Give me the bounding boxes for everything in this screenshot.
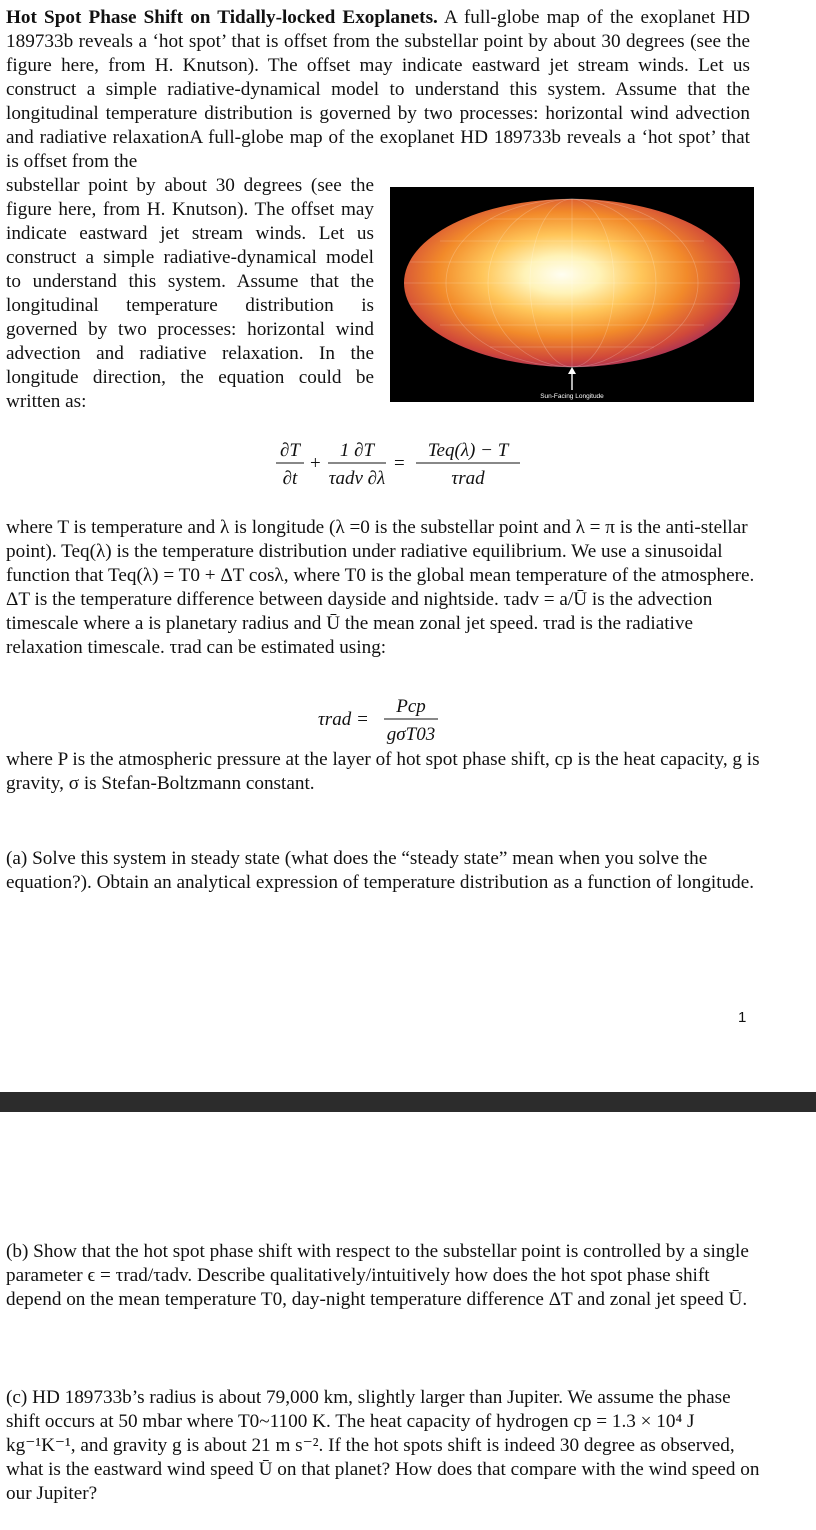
- sun-facing-longitude-label: Sun-Facing Longitude: [540, 393, 604, 400]
- eq1-rhs-denominator: τrad: [451, 468, 485, 489]
- eq2-denominator: gσT03: [386, 724, 436, 745]
- intro-paragraph-continued: substellar point by about 30 degrees (see the figure here, from H. Knutson). The offset may indicate eastward jet stream winds. Let us construct a simple radiative-dynamical model to understand this system. Assume that the longitudinal temperature distribution is governed by two processes: horizontal wind advection and radiative relaxation. In the longitude direction, the equation could be written as:: [6, 175, 374, 412]
- part-c-question: (c) HD 189733b’s radius is about 79,000 km, slightly larger than Jupiter. We assume the phase shift occurs at 50 mbar where T0~1100 K. The heat capacity of hydrogen cp = 1.3 × 10⁴ J kg⁻¹K⁻¹, and gravity g is about 21 m s⁻². If the hot spots shift is indeed 30 degree as observed, what is the eastward wind speed Ū on that planet? How does that compare with the wind speed on our Jupiter?: [6, 1387, 760, 1504]
- eq2-lhs: τrad =: [318, 709, 369, 730]
- intro-text-a: A full-globe map of the exoplanet HD 189733b reveals a ‘hot spot’ that is offset from the substellar point by about 30 degrees (see the figure here, from H. Knutson). The offset may indicate eastward jet stream winds. Let us construct a simple radiative-dynamical model to understand this system. Assume that the longitudinal temperature distribution is governed by two processes: horizontal wind advection and radiative relaxationA full-globe map of the exoplanet HD 189733b reveals a ‘hot spot’ that is offset from the: [6, 7, 750, 172]
- advection-relaxation-equation: [270, 436, 530, 492]
- hot-spot-map-figure: [390, 187, 754, 402]
- eq1-equals: =: [394, 453, 405, 474]
- part-a-question: (a) Solve this system in steady state (what does the “steady state” mean when you solve the equation?). Obtain an analytical expression of temperature distribution as a function of longitude.: [6, 848, 755, 893]
- page-number: 1: [738, 1009, 747, 1026]
- constants-paragraph: where P is the atmospheric pressure at the layer of hot spot phase shift, cp is the heat capacity, g is gravity, σ is Stefan-Boltzmann constant.: [6, 749, 760, 794]
- part-b-question: (b) Show that the hot spot phase shift with respect to the substellar point is controlled by a single parameter ϵ = τrad/τadv. Describe qualitatively/intuitively how does the hot spot phase shift depend on the mean temperature T0, day-night temperature difference ΔT and zonal jet speed Ū.: [6, 1241, 749, 1310]
- page-break-divider: [0, 1092, 816, 1112]
- eq1-plus: +: [310, 453, 321, 474]
- eq1-term1-denominator: ∂t: [282, 468, 298, 489]
- eq1-term2-denominator: τadv ∂λ: [328, 468, 386, 489]
- hot-spot-map: [390, 187, 754, 402]
- radiative-timescale-equation: [318, 692, 448, 748]
- problem-title: Hot Spot Phase Shift on Tidally-locked Exoplanets.: [6, 7, 438, 28]
- arrow-up-icon: [568, 367, 576, 390]
- eq1-term1-numerator: ∂T: [280, 440, 300, 461]
- eq2-numerator: Pcp: [396, 696, 426, 717]
- intro-paragraph: [6, 6, 750, 174]
- eq1-term2-numerator: 1 ∂T: [339, 440, 375, 461]
- eq1-rhs-numerator: Teq(λ) − T: [427, 440, 509, 461]
- definitions-paragraph: where T is temperature and λ is longitude (λ =0 is the substellar point and λ = π is the anti-stellar point). Teq(λ) is the temperature distribution under radiative equilibrium. We use a sinusoidal function that Teq(λ) = T0 + ΔT cosλ, where T0 is the global mean temperature of the atmosphere. ΔT is the temperature difference between dayside and nightside. τadv = a/Ū is the advection timescale where a is planetary radius and Ū the mean zonal jet speed. τrad is the radiative relaxation timescale. τrad can be estimated using:: [6, 517, 755, 658]
